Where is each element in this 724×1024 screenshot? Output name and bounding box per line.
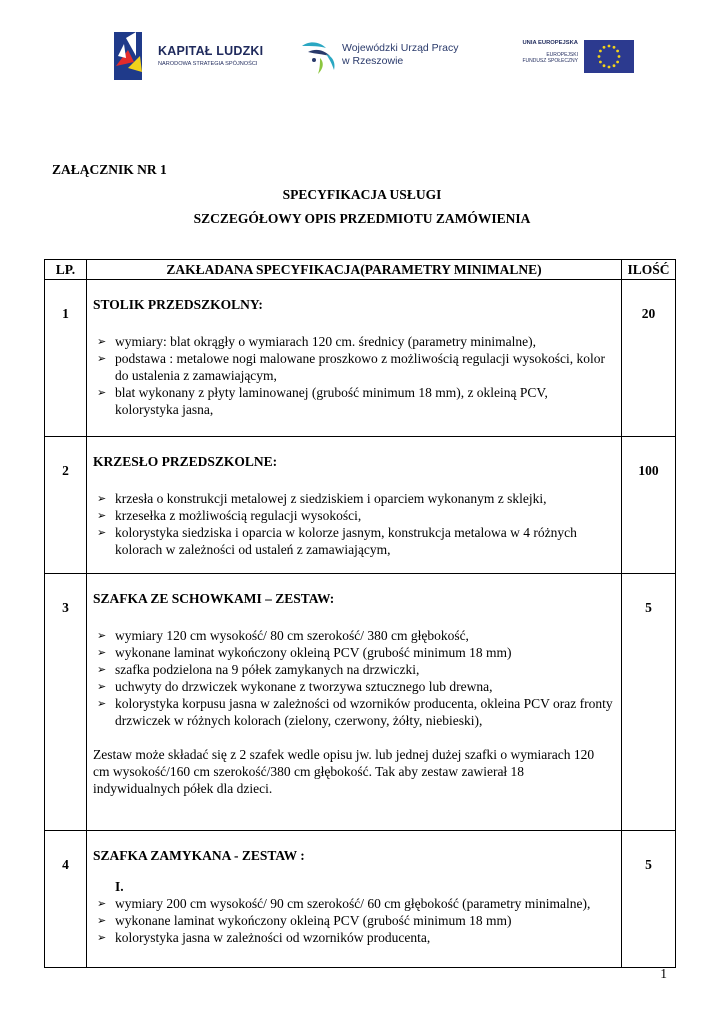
- kapital-ludzki-emblem-icon: [112, 28, 156, 80]
- list-item-text: wykonane laminat wykończony okleiną PCV (grubość minimum 18 mm): [115, 913, 512, 928]
- wup-logo: [300, 34, 490, 80]
- bullet-list: [93, 895, 613, 946]
- list-item-text: blat wykonany z płyty laminowanej (grubość minimum 18 mm), z okleiną PCV, kolorystyka jasna,: [115, 385, 548, 417]
- subsection-numeral: I.: [115, 879, 124, 894]
- specification-table: [44, 259, 676, 968]
- list-item-text: wymiary 200 cm wysokość/ 90 cm szerokość/ 60 cm głębokość (parametry minimalne),: [115, 896, 591, 911]
- arrow-bullet-icon: ➢: [97, 646, 107, 659]
- list-item: [93, 384, 613, 418]
- list-item-text: szafka podzielona na 9 półek zamykanych na drzwiczki,: [115, 662, 420, 677]
- bullet-list: [93, 627, 613, 729]
- bullet-list: [93, 490, 613, 558]
- list-item-text: wymiary 120 cm wysokość/ 80 cm szerokość/ 380 cm głębokość,: [115, 628, 469, 643]
- list-item-text: kolorystyka siedziska i oparcia w kolorze jasnym, konstrukcja metalowa w 4 różnych kolorach w zależności od ustaleń z zamawiającym,: [115, 525, 577, 557]
- list-item: [93, 661, 613, 678]
- arrow-bullet-icon: ➢: [97, 509, 107, 522]
- annex-heading: ZAŁĄCZNIK NR 1: [52, 162, 167, 177]
- list-item-text: krzesła o konstrukcji metalowej z siedziskiem i oparciem wykonanym z sklejki,: [115, 491, 547, 506]
- table-row: [45, 280, 676, 437]
- row-lp: 2: [45, 437, 87, 574]
- list-item: [93, 490, 613, 507]
- item-title: SZAFKA ZAMYKANA - ZESTAW :: [93, 848, 305, 863]
- row-description: [87, 437, 622, 574]
- table-header-row: [45, 260, 676, 280]
- header-qty: ILOŚĆ: [622, 260, 676, 280]
- bullet-list: [93, 333, 613, 418]
- item-title: STOLIK PRZEDSZKOLNY:: [93, 297, 263, 312]
- row-description: [87, 280, 622, 437]
- arrow-bullet-icon: ➢: [97, 914, 107, 927]
- page-number: 1: [660, 966, 667, 981]
- row-qty: 5: [622, 574, 676, 831]
- header-lp: LP.: [45, 260, 87, 280]
- logo-bar: [0, 24, 724, 84]
- list-item: [93, 507, 613, 524]
- list-item-text: uchwyty do drzwiczek wykonane z tworzywa sztucznego lub drewna,: [115, 679, 493, 694]
- list-item: [93, 929, 613, 946]
- eu-fund-line1: EUROPEJSKI: [546, 52, 578, 58]
- list-item: [93, 627, 613, 644]
- list-item: [93, 895, 613, 912]
- arrow-bullet-icon: ➢: [97, 629, 107, 642]
- wup-bird-emblem-icon: [300, 34, 340, 78]
- eu-flag-icon: [584, 40, 634, 73]
- kapital-ludzki-title: KAPITAŁ LUDZKI: [158, 44, 264, 58]
- list-item-text: wykonane laminat wykończony okleiną PCV (grubość minimum 18 mm): [115, 645, 512, 660]
- arrow-bullet-icon: ➢: [97, 680, 107, 693]
- row-qty: 100: [622, 437, 676, 574]
- eu-text: [506, 40, 578, 64]
- kapital-ludzki-subtitle: NARODOWA STRATEGIA SPÓJNOŚCI: [158, 61, 258, 67]
- row-qty: 5: [622, 831, 676, 968]
- kapital-ludzki-logo: [112, 28, 292, 80]
- list-item-text: kolorystyka jasna w zależności od wzorników producenta,: [115, 930, 431, 945]
- list-item: [93, 350, 613, 384]
- row-description: [87, 574, 622, 831]
- arrow-bullet-icon: ➢: [97, 697, 107, 710]
- row-qty: 20: [622, 280, 676, 437]
- set-note: Zestaw może składać się z 2 szafek wedle opisu jw. lub jednej dużej szafki o wymiarach 120 cm wysokość/160 cm szerokość/380 cm głębokość. Tak aby zestaw zawierał 18 indywidualnych półek dla dzieci.: [93, 747, 595, 796]
- list-item-text: wymiary: blat okrągły o wymiarach 120 cm. średnicy (parametry minimalne),: [115, 334, 536, 349]
- list-item: [93, 695, 613, 729]
- wup-line2: w Rzeszowie: [342, 55, 404, 67]
- item-title: KRZESŁO PRZEDSZKOLNE:: [93, 454, 278, 469]
- table-row: [45, 437, 676, 574]
- eu-title: UNIA EUROPEJSKA: [522, 40, 578, 46]
- list-item: [93, 644, 613, 661]
- table-row: [45, 574, 676, 831]
- eu-logo: [500, 28, 646, 82]
- arrow-bullet-icon: ➢: [97, 897, 107, 910]
- list-item-text: podstawa : metalowe nogi malowane proszkowo z możliwością regulacji wysokości, kolor do ustalenia z zamawiającym,: [115, 351, 606, 383]
- arrow-bullet-icon: ➢: [97, 492, 107, 505]
- list-item: [93, 333, 613, 350]
- spec-heading: SPECYFIKACJA USŁUGI: [282, 187, 442, 202]
- row-description: [87, 831, 622, 968]
- wup-line1: Wojewódzki Urząd Pracy: [342, 42, 459, 54]
- opis-heading: SZCZEGÓŁOWY OPIS PRZEDMIOTU ZAMÓWIENIA: [193, 211, 531, 226]
- wup-name: [342, 42, 459, 68]
- row-lp: 3: [45, 574, 87, 831]
- header-spec: ZAKŁADANA SPECYFIKACJA(PARAMETRY MINIMALNE): [87, 260, 622, 280]
- row-lp: 1: [45, 280, 87, 437]
- item-title: SZAFKA ZE SCHOWKAMI – ZESTAW:: [93, 591, 335, 606]
- arrow-bullet-icon: ➢: [97, 335, 107, 348]
- arrow-bullet-icon: ➢: [97, 526, 107, 539]
- row-lp: 4: [45, 831, 87, 968]
- arrow-bullet-icon: ➢: [97, 352, 107, 365]
- list-item: [93, 912, 613, 929]
- list-item: [93, 524, 613, 558]
- table-row: [45, 831, 676, 968]
- list-item-text: krzesełka z możliwością regulacji wysokości,: [115, 508, 362, 523]
- arrow-bullet-icon: ➢: [97, 663, 107, 676]
- list-item-text: kolorystyka korpusu jasna w zależności od wzorników producenta, okleina PCV oraz fronty drzwiczek w różnych kolorach (zielony, czerwony, żółty, niebieski),: [115, 696, 613, 728]
- arrow-bullet-icon: ➢: [97, 931, 107, 944]
- eu-fund-line2: FUNDUSZ SPOŁECZNY: [522, 58, 578, 64]
- list-item: [93, 678, 613, 695]
- arrow-bullet-icon: ➢: [97, 386, 107, 399]
